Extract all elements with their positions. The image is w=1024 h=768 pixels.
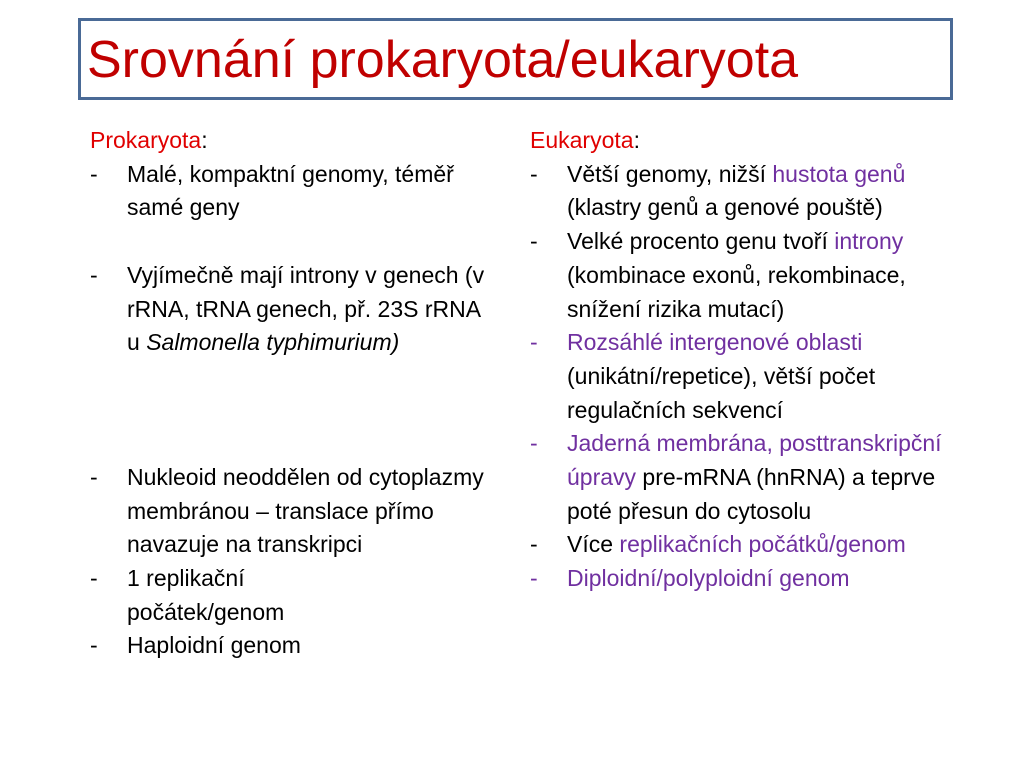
eukaryota-bullet-2-highlight: introny [834,228,904,255]
prokaryota-heading-label: Prokaryota [90,127,202,153]
prokaryota-bullet-4: 1 replikační počátek/genom [127,565,285,625]
bullet-dash: - [90,463,98,490]
eukaryota-bullet-4-highlight: Jaderná membrána, posttranskripční úpravy [567,430,942,491]
eukaryota-heading [530,124,970,158]
eukaryota-bullet-1-highlight: hustota genů [772,160,906,187]
prokaryota-column [90,124,490,663]
bullet-dash: - [530,228,538,255]
prokaryota-list [90,158,490,225]
eukaryota-bullet-1-pre: Větší genomy, nižší [567,160,773,187]
list-item [530,225,970,326]
title-box [78,18,953,100]
prokaryota-bullet-2-italic: Salmonella typhimurium) [146,329,400,356]
prokaryota-bullet-1: Malé, kompaktní genomy, téměř samé geny [127,160,454,221]
list-item [90,158,490,225]
list-item [90,461,490,562]
list-item [530,562,970,596]
eukaryota-bullet-5-pre: Více [567,531,620,558]
eukaryota-bullet-2-pre: Velké procento genu tvoří [567,228,835,255]
bullet-dash: - [90,261,98,288]
prokaryota-bullet-3: Nukleoid neoddělen od cytoplazmy membránou – translace přímo navazuje na transkripci [127,463,484,558]
bullet-dash: - [530,565,538,592]
eukaryota-bullet-3-highlight: Rozsáhlé intergenové oblasti [567,329,863,356]
list-item [90,629,490,663]
prokaryota-bullet-2: Vyjímečně mají introny v genech (v rRNA, tRNA genech, př. 23S rRNA u [127,261,485,356]
list-item [530,427,970,528]
bullet-dash: - [530,531,538,558]
eukaryota-bullet-4-post: pre-mRNA (hnRNA) a teprve poté přesun do cytosolu [567,464,936,524]
eukaryota-bullet-5-highlight: replikačních počátků/genom [619,531,906,558]
list-item [90,562,490,629]
slide-title: Srovnání prokaryota/eukaryota [87,31,799,89]
bullet-dash: - [530,430,538,457]
list-item [530,158,970,225]
bullet-dash: - [90,632,98,659]
eukaryota-bullet-1-post: (klastry genů a genové pouště) [567,194,883,221]
prokaryota-bullet-5: Haploidní genom [127,632,301,659]
list-item [530,528,970,562]
eukaryota-list [530,158,970,596]
bullet-dash: - [530,329,538,356]
prokaryota-list-3 [90,461,490,663]
eukaryota-heading-colon: : [633,127,640,153]
prokaryota-heading-colon: : [201,127,208,153]
eukaryota-column [530,124,970,596]
bullet-dash: - [530,160,538,187]
eukaryota-heading-label: Eukaryota [530,127,634,153]
eukaryota-bullet-6-highlight: Diploidní/polyploidní genom [567,565,850,592]
bullet-dash: - [90,160,98,187]
bullet-dash: - [90,565,98,592]
spacer [90,360,490,461]
eukaryota-bullet-2-post: (kombinace exonů, rekombinace, snížení rizika mutací) [567,261,906,322]
eukaryota-bullet-3-post: (unikátní/repetice), větší počet regulačních sekvencí [567,362,876,423]
list-item [530,326,970,427]
prokaryota-list-2 [90,259,490,360]
prokaryota-heading [90,124,490,158]
list-item [90,259,490,360]
spacer [90,225,490,259]
